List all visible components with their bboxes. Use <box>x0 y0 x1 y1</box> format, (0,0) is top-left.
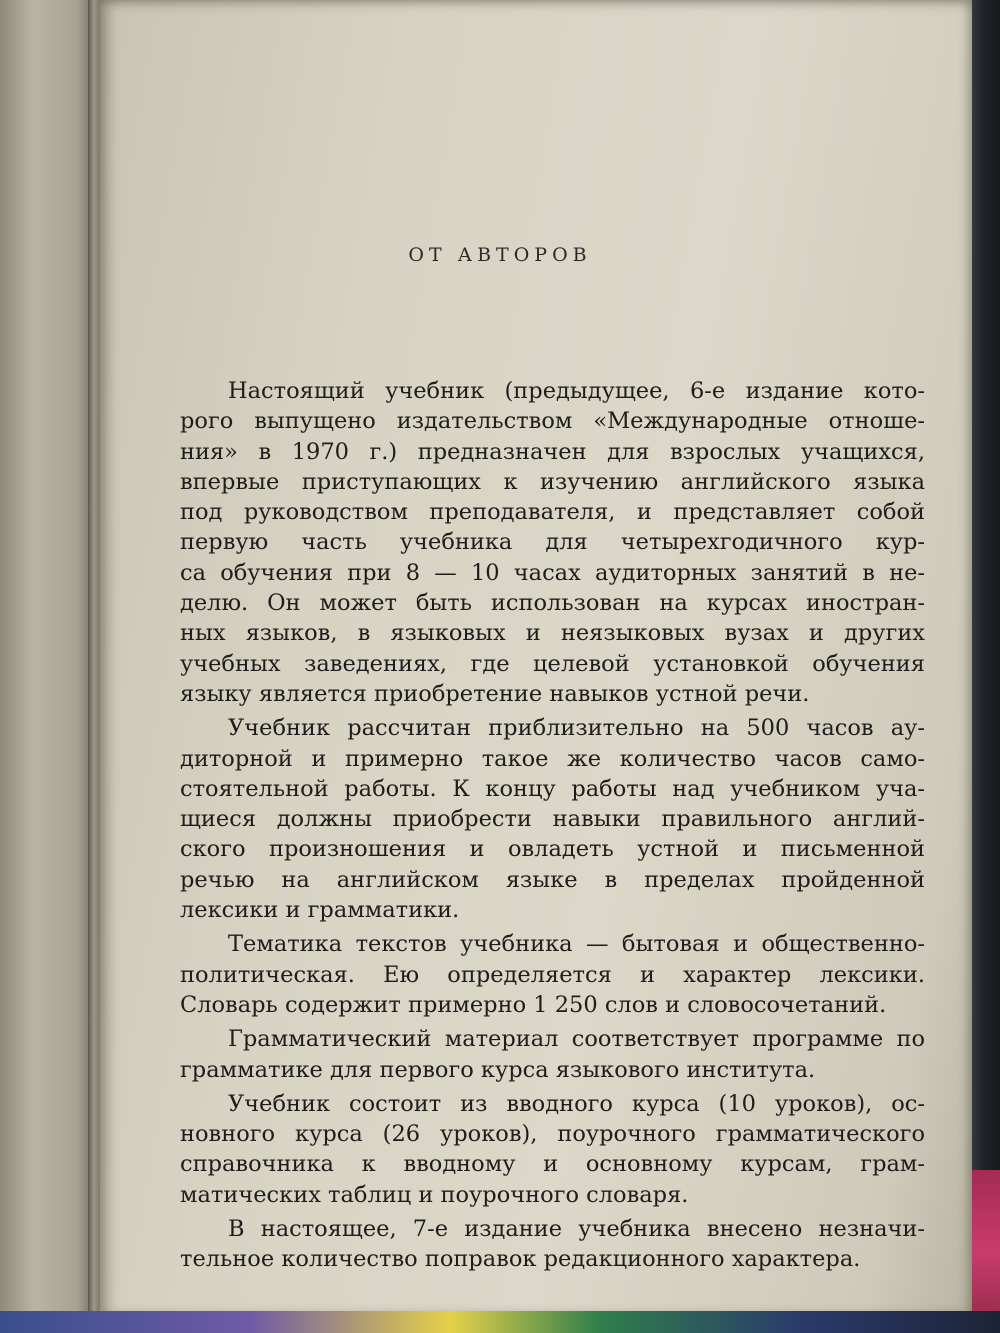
paragraph <box>180 929 925 1020</box>
paragraph <box>180 1214 925 1275</box>
text-line: грамматике для первого курса языкового института. <box>180 1056 816 1083</box>
text-line: Настоящий учебник (предыдущее, 6-е издание кото- <box>228 378 925 404</box>
text-line: политическая. Ею определяется и характер лексики. <box>180 961 925 988</box>
text-line: новного курса (26 уроков), поурочного грамматического <box>180 1121 925 1148</box>
text-line: впервые приступающих к изучению английского языка <box>180 468 925 495</box>
text-line: справочника к вводному и основному курсам, грам- <box>180 1151 925 1178</box>
paragraph <box>180 1024 925 1085</box>
text-line: ния» в 1970 г.) предназначен для взрослых учащихся, <box>180 438 925 465</box>
text-line: делю. Он может быть использован на курсах иностран- <box>180 590 925 617</box>
text-line: Словарь содержит примерно 1 250 слов и словосочетаний. <box>180 991 887 1018</box>
text-line: Грамматический материал соответствует программе по <box>228 1026 925 1053</box>
page-body-text <box>180 376 925 1275</box>
left-page-edge <box>0 0 96 1333</box>
text-line: языку является приобретение навыков устной речи. <box>180 680 810 707</box>
text-line: Учебник состоит из вводного курса (10 уроков), ос- <box>228 1090 925 1117</box>
text-line: Учебник рассчитан приблизительно на 500 часов ау- <box>228 715 925 742</box>
text-line: учебных заведениях, где целевой установкой обучения <box>180 650 925 677</box>
text-line: первую часть учебника для четырехгодичного кур- <box>180 529 925 556</box>
text-line: диторной и примерно такое же количество часов само- <box>180 745 925 772</box>
paragraph <box>180 713 925 925</box>
text-line: под руководством преподавателя, и представляет собой <box>180 499 925 526</box>
text-line: ского произношения и овладеть устной и письменной <box>180 836 925 863</box>
page-title: ОТ АВТОРОВ <box>408 244 592 266</box>
text-line: ных языков, в языковых и неязыковых вузах и других <box>180 620 925 647</box>
text-line: матических таблиц и поурочного словаря. <box>180 1181 689 1208</box>
text-line: тельное количество поправок редакционного характера. <box>180 1246 861 1273</box>
paragraph <box>180 1089 925 1210</box>
text-line: В настоящее, 7-е издание учебника внесено незначи- <box>228 1216 925 1243</box>
text-line: Тематика текстов учебника — бытовая и общественно- <box>228 931 925 958</box>
text-line: стоятельной работы. К концу работы над учебником уча- <box>180 775 925 802</box>
text-line: са обучения при 8 — 10 часах аудиторных занятий в не- <box>180 559 925 586</box>
text-line: лексики и грамматики. <box>180 897 460 924</box>
text-line: рого выпущено издательством «Международные отноше- <box>180 408 925 435</box>
background-bottom-band <box>0 1311 1000 1333</box>
text-line: речью на английском языке в пределах пройденной <box>180 866 925 893</box>
text-line: щиеся должны приобрести навыки правильного англий- <box>180 806 925 833</box>
paragraph <box>180 376 925 709</box>
